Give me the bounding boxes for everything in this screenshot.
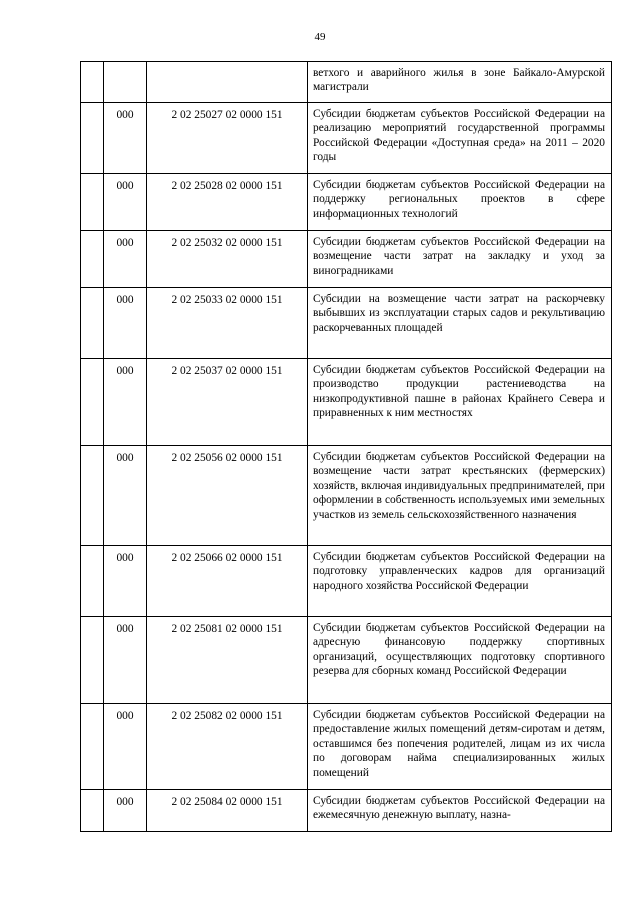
budget-code-cell: 2 02 25056 02 0000 151 <box>147 446 308 546</box>
admin-code-cell: 000 <box>104 546 147 617</box>
budget-code-cell: 2 02 25084 02 0000 151 <box>147 790 308 832</box>
table-row <box>81 288 612 359</box>
admin-code-cell: 000 <box>104 103 147 174</box>
admin-code-cell: 000 <box>104 288 147 359</box>
table-row <box>81 174 612 231</box>
income-name-cell: Субсидии бюджетам субъектов Российской Федерации на предоставление жилых помещений детям-сиротам и детям, оставшимся без попечения родителей, лицам из их числа по договорам найма специализированных жилых помещений <box>308 704 612 790</box>
table-cell-blank <box>81 617 104 704</box>
admin-code-cell: 000 <box>104 446 147 546</box>
table-row <box>81 446 612 546</box>
income-name-cell: Субсидии бюджетам субъектов Российской Федерации на адресную финансовую поддержку спортивных организаций, осуществляющих подготовку спортивного резерва для сборных команд Российской Федерации <box>308 617 612 704</box>
table-cell-blank <box>81 790 104 832</box>
admin-code-cell: 000 <box>104 231 147 288</box>
table-cell-blank <box>81 359 104 446</box>
admin-code-cell: 000 <box>104 359 147 446</box>
table-cell-blank <box>81 446 104 546</box>
table-row <box>81 103 612 174</box>
budget-code-cell: 2 02 25081 02 0000 151 <box>147 617 308 704</box>
table-row <box>81 546 612 617</box>
income-name-cell: Субсидии бюджетам субъектов Российской Федерации на подготовку управленческих кадров для организаций народного хозяйства Российской Федерации <box>308 546 612 617</box>
income-name-cell: Субсидии бюджетам субъектов Российской Федерации на реализацию мероприятий государственной программы Российской Федерации «Доступная среда» на 2011 – 2020 годы <box>308 103 612 174</box>
budget-code-cell: 2 02 25032 02 0000 151 <box>147 231 308 288</box>
page-number: 49 <box>314 31 326 43</box>
admin-code-cell: 000 <box>104 174 147 231</box>
budget-code-cell: 2 02 25027 02 0000 151 <box>147 103 308 174</box>
budget-classification-table <box>80 61 612 832</box>
table-cell-blank <box>81 62 104 103</box>
income-name-cell: Субсидии на возмещение части затрат на раскорчевку выбывших из эксплуатации старых садов и рекультивацию раскорчеванных площадей <box>308 288 612 359</box>
table-cell-blank <box>81 103 104 174</box>
table-row <box>81 231 612 288</box>
income-name-cell: ветхого и аварийного жилья в зоне Байкало-Амурской магистрали <box>308 62 612 103</box>
budget-code-cell: 2 02 25082 02 0000 151 <box>147 704 308 790</box>
budget-code-cell: 2 02 25028 02 0000 151 <box>147 174 308 231</box>
table-row <box>81 790 612 832</box>
admin-code-cell: 000 <box>104 704 147 790</box>
table-cell-blank <box>81 231 104 288</box>
table-cell-blank <box>81 546 104 617</box>
budget-code-cell: 2 02 25037 02 0000 151 <box>147 359 308 446</box>
budget-code-cell: 2 02 25066 02 0000 151 <box>147 546 308 617</box>
income-name-cell: Субсидии бюджетам субъектов Российской Федерации на поддержку региональных проектов в сфере информационных технологий <box>308 174 612 231</box>
budget-code-cell <box>147 62 308 103</box>
table-cell-blank <box>81 174 104 231</box>
table-row <box>81 62 612 103</box>
admin-code-cell: 000 <box>104 790 147 832</box>
income-name-cell: Субсидии бюджетам субъектов Российской Федерации на ежемесячную денежную выплату, назна- <box>308 790 612 832</box>
income-name-cell: Субсидии бюджетам субъектов Российской Федерации на возмещение части затрат на закладку и уход за виноградниками <box>308 231 612 288</box>
admin-code-cell: 000 <box>104 617 147 704</box>
income-name-cell: Субсидии бюджетам субъектов Российской Федерации на возмещение части затрат крестьянских (фермерских) хозяйств, включая индивидуальных предпринимателей, при оформлении в собственность используемых ими земельных участков из земель сельскохозяйственного назначения <box>308 446 612 546</box>
income-name-cell: Субсидии бюджетам субъектов Российской Федерации на производство продукции растениеводства на низкопродуктивной пашне в районах Крайнего Севера и приравненных к ним местностях <box>308 359 612 446</box>
table-row <box>81 617 612 704</box>
admin-code-cell <box>104 62 147 103</box>
budget-code-cell: 2 02 25033 02 0000 151 <box>147 288 308 359</box>
table-row <box>81 359 612 446</box>
table-cell-blank <box>81 704 104 790</box>
table-cell-blank <box>81 288 104 359</box>
table-row <box>81 704 612 790</box>
